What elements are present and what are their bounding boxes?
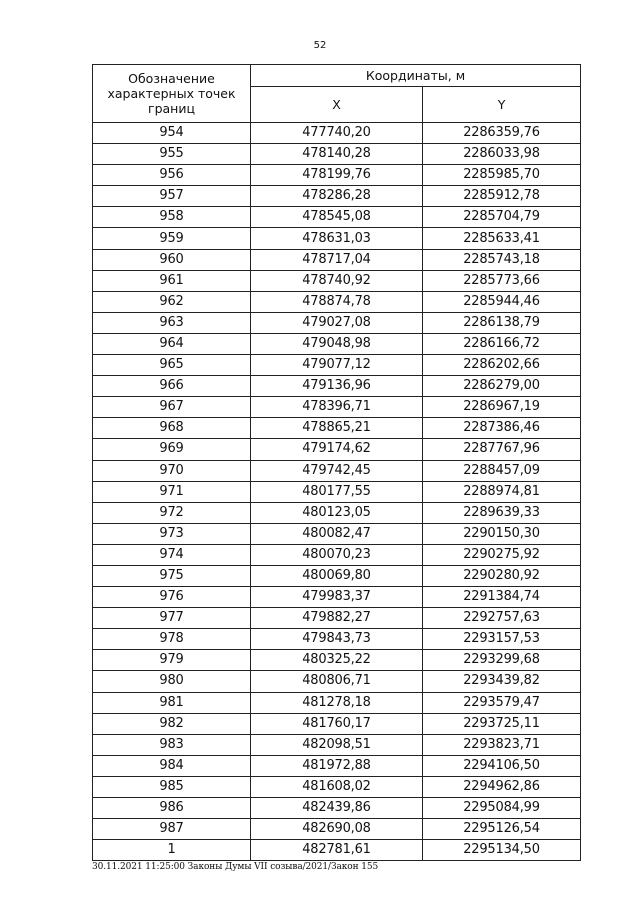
- point-number-cell: 978: [93, 629, 251, 650]
- x-coordinate-cell: 478631,03: [251, 228, 423, 249]
- table-row: [93, 186, 581, 207]
- point-number-cell: 968: [93, 418, 251, 439]
- x-coordinate-cell: 479742,45: [251, 460, 423, 481]
- table-row: [93, 629, 581, 650]
- table-row: [93, 798, 581, 819]
- x-coordinate-cell: 478717,04: [251, 249, 423, 270]
- x-coordinate-cell: 477740,20: [251, 123, 423, 144]
- document-footer: 30.11.2021 11:25:00 Законы Думы VII созыва/2021/Закон 155: [92, 862, 379, 872]
- point-number-cell: 954: [93, 123, 251, 144]
- point-number-cell: 975: [93, 565, 251, 586]
- y-coordinate-cell: 2286967,19: [423, 397, 581, 418]
- point-number-cell: 986: [93, 798, 251, 819]
- point-number-cell: 971: [93, 481, 251, 502]
- page-number: 52: [313, 40, 327, 51]
- x-coordinate-cell: 478396,71: [251, 397, 423, 418]
- x-coordinate-cell: 478740,92: [251, 270, 423, 291]
- table-row: [93, 207, 581, 228]
- y-coordinate-cell: 2295126,54: [423, 819, 581, 840]
- table-row: [93, 460, 581, 481]
- y-coordinate-cell: 2286279,00: [423, 376, 581, 397]
- y-coordinate-cell: 2285773,66: [423, 270, 581, 291]
- table-row: [93, 270, 581, 291]
- y-coordinate-cell: 2287386,46: [423, 418, 581, 439]
- y-coordinate-cell: 2288457,09: [423, 460, 581, 481]
- table-row: [93, 291, 581, 312]
- table-row: [93, 123, 581, 144]
- point-number-cell: 974: [93, 544, 251, 565]
- point-number-cell: 958: [93, 207, 251, 228]
- x-coordinate-cell: 478545,08: [251, 207, 423, 228]
- point-number-cell: 980: [93, 671, 251, 692]
- y-coordinate-cell: 2285704,79: [423, 207, 581, 228]
- point-number-cell: 956: [93, 165, 251, 186]
- table-row: [93, 165, 581, 186]
- point-number-cell: 961: [93, 270, 251, 291]
- y-coordinate-cell: 2294962,86: [423, 776, 581, 797]
- x-header: X: [251, 87, 423, 123]
- table-row: [93, 734, 581, 755]
- y-coordinate-cell: 2286138,79: [423, 312, 581, 333]
- x-coordinate-cell: 480069,80: [251, 565, 423, 586]
- point-number-cell: 973: [93, 523, 251, 544]
- point-number-cell: 982: [93, 713, 251, 734]
- y-coordinate-cell: 2295134,50: [423, 840, 581, 861]
- point-number-cell: 983: [93, 734, 251, 755]
- x-coordinate-cell: 481760,17: [251, 713, 423, 734]
- table-row: [93, 249, 581, 270]
- table-body: [93, 123, 581, 861]
- table-row: [93, 418, 581, 439]
- y-coordinate-cell: 2293157,53: [423, 629, 581, 650]
- point-number-cell: 985: [93, 776, 251, 797]
- x-coordinate-cell: 479077,12: [251, 355, 423, 376]
- x-coordinate-cell: 479882,27: [251, 608, 423, 629]
- x-coordinate-cell: 481278,18: [251, 692, 423, 713]
- point-number-cell: 962: [93, 291, 251, 312]
- x-coordinate-cell: 479983,37: [251, 587, 423, 608]
- x-coordinate-cell: 479048,98: [251, 333, 423, 354]
- y-coordinate-cell: 2294106,50: [423, 755, 581, 776]
- table-row: [93, 587, 581, 608]
- table-row: [93, 692, 581, 713]
- point-number-cell: 959: [93, 228, 251, 249]
- table-row: [93, 544, 581, 565]
- y-coordinate-cell: 2285912,78: [423, 186, 581, 207]
- table-row: [93, 650, 581, 671]
- point-number-cell: 972: [93, 502, 251, 523]
- x-coordinate-cell: 482098,51: [251, 734, 423, 755]
- y-coordinate-cell: 2285743,18: [423, 249, 581, 270]
- y-coordinate-cell: 2289639,33: [423, 502, 581, 523]
- y-coordinate-cell: 2286166,72: [423, 333, 581, 354]
- point-number-cell: 957: [93, 186, 251, 207]
- point-number-cell: 979: [93, 650, 251, 671]
- point-number-cell: 965: [93, 355, 251, 376]
- table-row: [93, 776, 581, 797]
- designation-header: Обозначение характерных точек границ: [93, 65, 251, 123]
- y-coordinate-cell: 2293439,82: [423, 671, 581, 692]
- x-coordinate-cell: 480325,22: [251, 650, 423, 671]
- y-coordinate-cell: 2293823,71: [423, 734, 581, 755]
- y-coordinate-cell: 2286202,66: [423, 355, 581, 376]
- point-number-cell: 981: [93, 692, 251, 713]
- point-number-cell: 976: [93, 587, 251, 608]
- x-coordinate-cell: 478874,78: [251, 291, 423, 312]
- table-row: [93, 439, 581, 460]
- point-number-cell: 960: [93, 249, 251, 270]
- y-coordinate-cell: 2290280,92: [423, 565, 581, 586]
- point-number-cell: 966: [93, 376, 251, 397]
- x-coordinate-cell: 480177,55: [251, 481, 423, 502]
- x-coordinate-cell: 482439,86: [251, 798, 423, 819]
- table-row: [93, 481, 581, 502]
- x-coordinate-cell: 479843,73: [251, 629, 423, 650]
- x-coordinate-cell: 478286,28: [251, 186, 423, 207]
- y-coordinate-cell: 2293299,68: [423, 650, 581, 671]
- y-coordinate-cell: 2293725,11: [423, 713, 581, 734]
- x-coordinate-cell: 481608,02: [251, 776, 423, 797]
- y-coordinate-cell: 2292757,63: [423, 608, 581, 629]
- x-coordinate-cell: 478140,28: [251, 144, 423, 165]
- coordinates-header: Координаты, м: [251, 65, 581, 87]
- point-number-cell: 967: [93, 397, 251, 418]
- x-coordinate-cell: 482781,61: [251, 840, 423, 861]
- point-number-cell: 987: [93, 819, 251, 840]
- table-row: [93, 502, 581, 523]
- y-coordinate-cell: 2286033,98: [423, 144, 581, 165]
- x-coordinate-cell: 480070,23: [251, 544, 423, 565]
- x-coordinate-cell: 478199,76: [251, 165, 423, 186]
- y-coordinate-cell: 2295084,99: [423, 798, 581, 819]
- table-row: [93, 713, 581, 734]
- point-number-cell: 969: [93, 439, 251, 460]
- y-coordinate-cell: 2291384,74: [423, 587, 581, 608]
- y-coordinate-cell: 2290275,92: [423, 544, 581, 565]
- x-coordinate-cell: 478865,21: [251, 418, 423, 439]
- x-coordinate-cell: 480082,47: [251, 523, 423, 544]
- y-coordinate-cell: 2290150,30: [423, 523, 581, 544]
- table-row: [93, 397, 581, 418]
- point-number-cell: 963: [93, 312, 251, 333]
- table-row: [93, 355, 581, 376]
- point-number-cell: 1: [93, 840, 251, 861]
- table-row: [93, 819, 581, 840]
- y-coordinate-cell: 2286359,76: [423, 123, 581, 144]
- table-row: [93, 671, 581, 692]
- x-coordinate-cell: 482690,08: [251, 819, 423, 840]
- y-coordinate-cell: 2285633,41: [423, 228, 581, 249]
- x-coordinate-cell: 481972,88: [251, 755, 423, 776]
- table-row: [93, 312, 581, 333]
- table-row: [93, 228, 581, 249]
- table-row: [93, 608, 581, 629]
- x-coordinate-cell: 479136,96: [251, 376, 423, 397]
- table-row: [93, 755, 581, 776]
- coordinates-table: [92, 64, 581, 861]
- point-number-cell: 984: [93, 755, 251, 776]
- y-header: Y: [423, 87, 581, 123]
- x-coordinate-cell: 479174,62: [251, 439, 423, 460]
- point-number-cell: 964: [93, 333, 251, 354]
- x-coordinate-cell: 479027,08: [251, 312, 423, 333]
- y-coordinate-cell: 2288974,81: [423, 481, 581, 502]
- x-coordinate-cell: 480123,05: [251, 502, 423, 523]
- y-coordinate-cell: 2287767,96: [423, 439, 581, 460]
- point-number-cell: 970: [93, 460, 251, 481]
- y-coordinate-cell: 2293579,47: [423, 692, 581, 713]
- y-coordinate-cell: 2285985,70: [423, 165, 581, 186]
- table-row: [93, 376, 581, 397]
- point-number-cell: 955: [93, 144, 251, 165]
- table-row: [93, 144, 581, 165]
- point-number-cell: 977: [93, 608, 251, 629]
- table-row: [93, 840, 581, 861]
- table-row: [93, 565, 581, 586]
- table-row: [93, 333, 581, 354]
- y-coordinate-cell: 2285944,46: [423, 291, 581, 312]
- table-row: [93, 523, 581, 544]
- x-coordinate-cell: 480806,71: [251, 671, 423, 692]
